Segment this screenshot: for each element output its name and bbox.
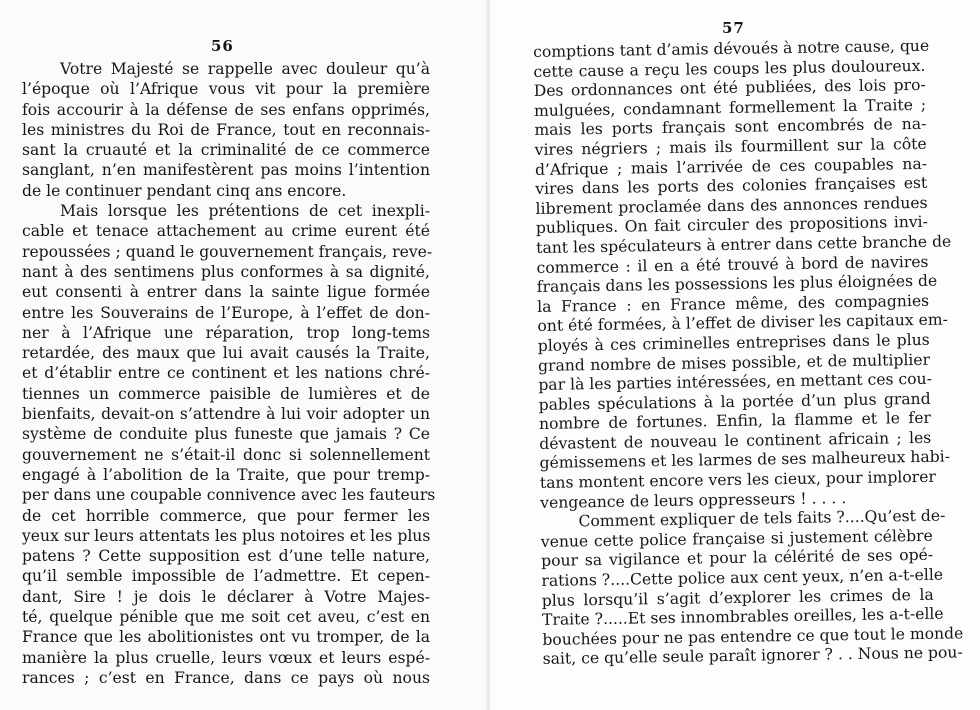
text-line: la France : en France même, des compagnies [537,291,930,316]
text-line: tiennes un commerce paisible de lumières et de [22,384,430,403]
text-line: bienfaits, devait-on s’attendre à lui voir adopter un [22,405,430,424]
text-line: de le continuer pendant cinq ans encore. [22,181,347,200]
text-line: Des ordonnances ont été publiées, des lois pro- [533,76,926,101]
text-line: qu’il semble impossible de l’admettre. Et cepen- [22,567,430,586]
text-line: fois accourir à la défense de ses enfans opprimés, [22,100,430,119]
text-line: mais les ports français sont encombrés de na- [534,115,927,140]
text-line: nombre de fortunes. Enfin, la flamme et le fer [538,409,932,434]
text-line: ployés à ces criminelles entreprises dans le plus [537,330,930,355]
text-line: et d’établir entre ce continent et les nations chré- [22,364,430,383]
text-line: rations ?....Cette police aux cent yeux, n’en a-t-elle [541,565,944,590]
text-line: dant, Sire ! je dois le déclarer à Votre Majes- [22,587,430,606]
text-line: cable et tenace attachement au crime eurent été [22,222,430,241]
text-line: vengeance de leurs oppresseurs ! . . . . [540,488,847,512]
text-line: plus lorsqu’il s’agit d’explorer les crimes de la [541,585,934,610]
text-line: dévastent de nouveau le continent africain ; les [539,428,932,453]
text-line: tant les spéculateurs à entrer dans cette branche de [536,232,952,257]
text-line: pables spéculations à la portée d’un plus grand [538,389,931,414]
text-line: ont été formées, à l’effet de diviser les capitaux em- [537,310,949,336]
text-line: Votre Majesté se rappelle avec douleur qu’à [60,60,430,78]
text-line: cette cause a reçu les coups les plus douloureux. [533,56,926,81]
text-line: comptions tant d’amis dévoués à notre cause, que [533,36,930,61]
text-line: d’Afrique ; mais l’arrivée de ces coupables na- [534,154,928,179]
text-line: sanglant, n’en manifestèrent pas moins l’intention [22,161,430,180]
text-line: repoussées ; quand le gouvernement français, reve- [22,242,433,261]
text-line: engagé à l’abolition de la Traite, que pour tremp- [22,465,430,484]
text-line: nant à des sentimens plus conformes à sa dignité, [22,262,430,281]
text-line: yeux sur leurs attentats les plus notoires et les plus [22,526,431,545]
text-line: patens ? Cette supposition est d’une telle nature, [22,547,430,566]
text-line: système de conduite plus funeste que jamais ? Ce [22,425,430,444]
text-line: eut consenti à entrer dans la sainte ligue formée [22,283,430,302]
text-line: pour sa vigilance et pour la célérité de ses opé- [541,546,934,571]
text-line: té, quelque pénible que me soit cet aveu, c’est en [22,608,430,627]
page-number-left: 56 [211,37,234,55]
text-line: gouvernement ne s’était-il donc si solennellement [22,445,430,464]
text-line: sait, ce qu’elle seule paraît ignorer ? . . Nous ne pou- [542,643,963,669]
right-page [490,0,980,710]
right-page-text [533,36,964,670]
text-line: français dans les possessions les plus éloignées de [536,271,938,297]
text-line: manière la plus cruelle, leurs vœux et leurs espé- [22,648,430,667]
text-line: commerce : il en a été trouvé à bord de navires [536,252,929,277]
text-line: grand nombre de mises possible, et de multiplier [537,350,931,375]
text-line: publiques. On fait circuler des propositions invi- [535,213,929,238]
text-line: vires dans les ports des colonies françaises est [535,173,928,199]
text-line: gémissemens et les larmes de ses malheureux habi- [539,447,951,473]
text-line: ner à l’Afrique une réparation, trop long-tems [22,323,430,342]
text-line: venue cette police française si justement célèbre [540,526,933,551]
text-line: de cet horrible commerce, que pour fermer les [22,506,430,525]
text-line: France que les abolitionistes ont vu tromper, de la [22,628,430,647]
text-line: mulguées, condamnant formellement la Traite ; [533,95,927,120]
text-line: tans montent encore vers les cieux, pour implorer [539,467,937,493]
left-page-text [22,59,436,688]
text-line: l’époque où l’Afrique vous vit pour la première [22,80,430,99]
text-line: Comment expliquer de tels faits ?....Qu’est de- [578,506,946,531]
text-line: les ministres du Roi de France, tout en reconnais- [22,120,430,139]
text-line: par là les parties intéressées, en mettant ces cou- [538,369,933,395]
page-number-right: 57 [722,19,745,37]
text-line: per dans une coupable connivence avec les fauteurs [22,486,436,505]
text-line: retardée, des maux que lui avait causés la Traite, [22,344,430,363]
text-line: Traite ?.....Et ses innombrables oreilles, les a-t-elle [541,604,944,630]
text-line: Mais lorsque les prétentions de cet inexpli- [60,202,430,221]
text-line: sant la cruauté et la criminalité de ce commerce [22,141,430,160]
text-line: vires négriers ; mais ils fourmillent sur la côte [534,134,927,159]
text-line: librement proclamée dans des annonces rendues [535,193,928,218]
text-line: bouchées pour ne pas entendre ce que tout le monde [542,624,964,649]
text-line: entre les Souverains de l’Europe, à l’effet de don- [22,303,430,322]
text-line: rances ; c’est en France, dans ce pays où nous [22,668,430,687]
